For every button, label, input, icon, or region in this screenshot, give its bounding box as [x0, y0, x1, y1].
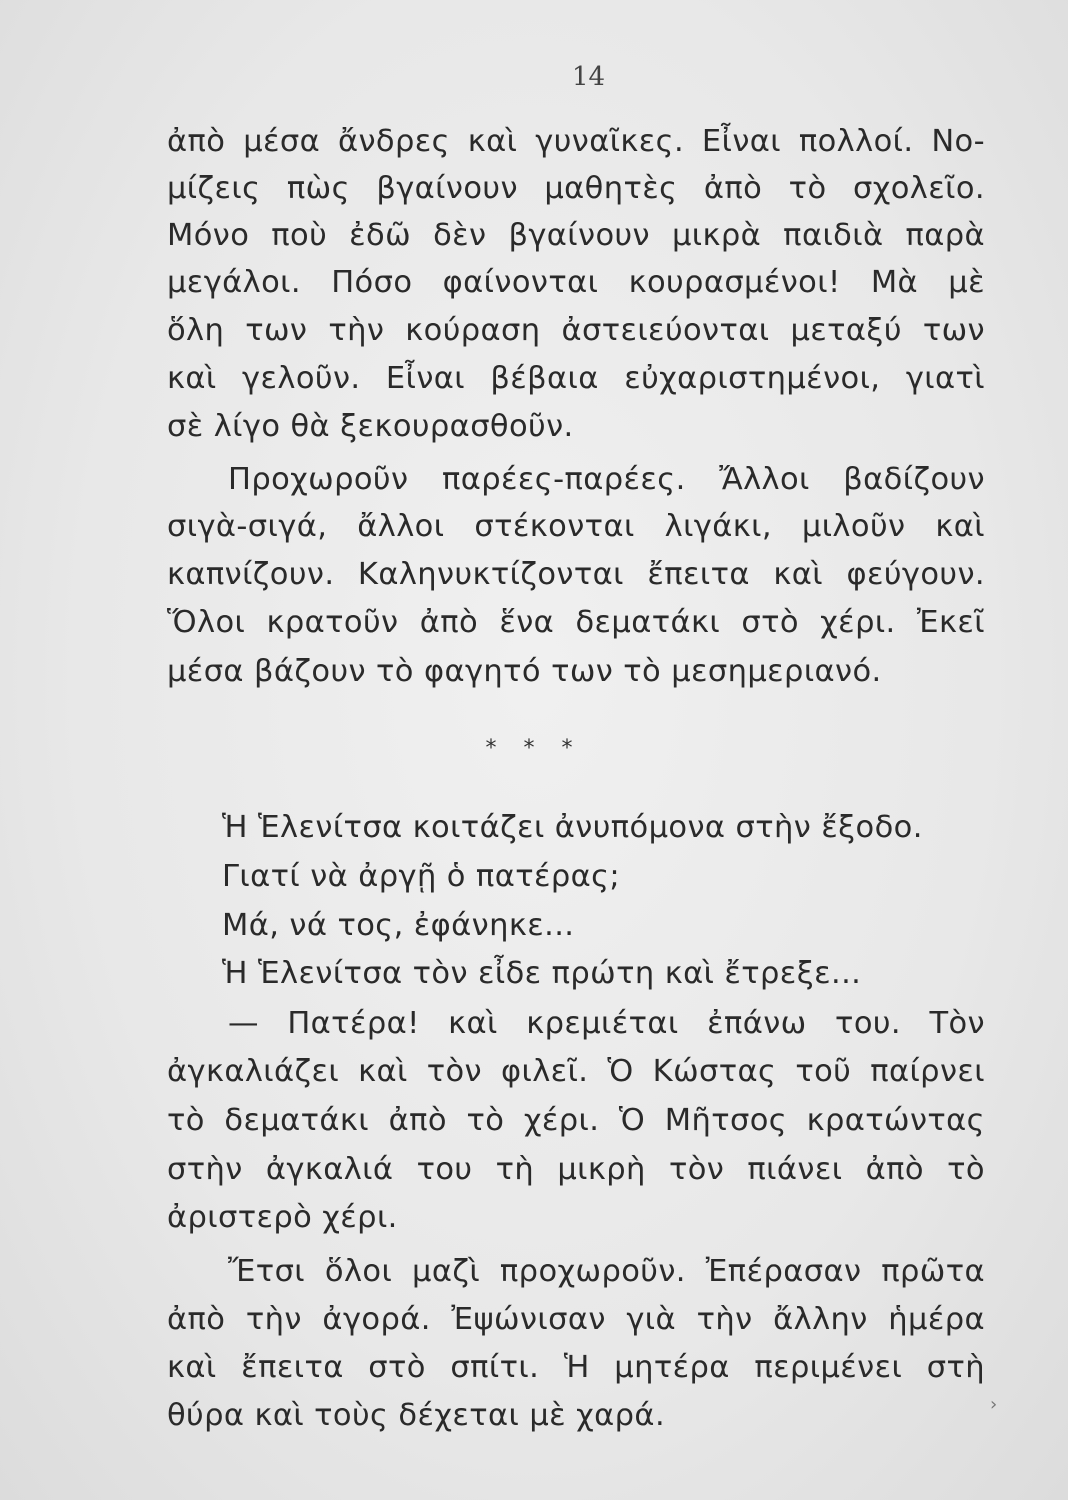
- text-line: καὶ ἔπειτα στὸ σπίτι. Ἡ μητέρα περιμένει στὴ: [167, 1350, 985, 1385]
- text-line: Μά, νά τος, ἐφάνηκε...: [222, 908, 575, 943]
- text-line: Ἔτσι ὅλοι μαζὶ προχωροῦν. Ἐπέρασαν πρῶτα: [228, 1254, 985, 1289]
- section-separator: * * *: [485, 736, 583, 761]
- text-line: καπνίζουν. Καληνυκτίζονται ἔπειτα καὶ φεύγουν.: [167, 557, 985, 592]
- text-line: Ἡ Ἑλενίτσα τὸν εἶδε πρώτη καὶ ἔτρεξε...: [222, 956, 862, 991]
- text-line: Ὅλοι κρατοῦν ἀπὸ ἕνα δεματάκι στὸ χέρι. Ἐκεῖ: [167, 605, 985, 640]
- text-line: καὶ γελοῦν. Εἶναι βέβαια εὐχαριστημένοι, γιατὶ: [167, 361, 985, 396]
- margin-mark: ›: [990, 1394, 998, 1415]
- text-line: Ἡ Ἑλενίτσα κοιτάζει ἀνυπόμονα στὴν ἔξοδο.: [222, 810, 923, 845]
- text-line: Γιατί νὰ ἀργῇ ὁ πατέρας;: [222, 859, 621, 894]
- text-line: ἀριστερὸ χέρι.: [167, 1200, 398, 1235]
- text-line: μέσα βάζουν τὸ φαγητό των τὸ μεσημεριανό.: [167, 654, 882, 689]
- text-line: σιγὰ-σιγά, ἄλλοι στέκονται λιγάκι, μιλοῦν καὶ: [167, 509, 985, 544]
- text-line: Μόνο ποὺ ἐδῶ δὲν βγαίνουν μικρὰ παιδιὰ παρὰ: [167, 218, 985, 253]
- text-line: ἀπὸ τὴν ἀγορά. Ἐψώνισαν γιὰ τὴν ἄλλην ἡμέρα: [167, 1302, 985, 1337]
- text-line: θύρα καὶ τοὺς δέχεται μὲ χαρά.: [167, 1398, 666, 1433]
- text-line: μίζεις πὼς βγαίνουν μαθητὲς ἀπὸ τὸ σχολεῖο.: [167, 171, 985, 206]
- text-line: ἀγκαλιάζει καὶ τὸν φιλεῖ. Ὁ Κώστας τοῦ παίρνει: [167, 1054, 985, 1089]
- text-line: στὴν ἀγκαλιά του τὴ μικρὴ τὸν πιάνει ἀπὸ τὸ: [167, 1152, 985, 1187]
- text-line: ὅλη των τὴν κούραση ἀστειεύονται μεταξύ των: [167, 313, 985, 348]
- page-number: 14: [572, 62, 606, 92]
- text-line: μεγάλοι. Πόσο φαίνονται κουρασμένοι! Μὰ μὲ: [167, 265, 985, 300]
- text-line: τὸ δεματάκι ἀπὸ τὸ χέρι. Ὁ Μῆτσος κρατώντας: [167, 1103, 985, 1138]
- text-line: ἀπὸ μέσα ἄνδρες καὶ γυναῖκες. Εἶναι πολλοί. Νο-: [167, 124, 985, 159]
- text-line: Προχωροῦν παρέες-παρέες. Ἄλλοι βαδίζουν: [228, 462, 985, 497]
- text-line: — Πατέρα! καὶ κρεμιέται ἐπάνω του. Τὸν: [228, 1006, 985, 1041]
- text-line: σὲ λίγο θὰ ξεκουρασθοῦν.: [167, 409, 574, 444]
